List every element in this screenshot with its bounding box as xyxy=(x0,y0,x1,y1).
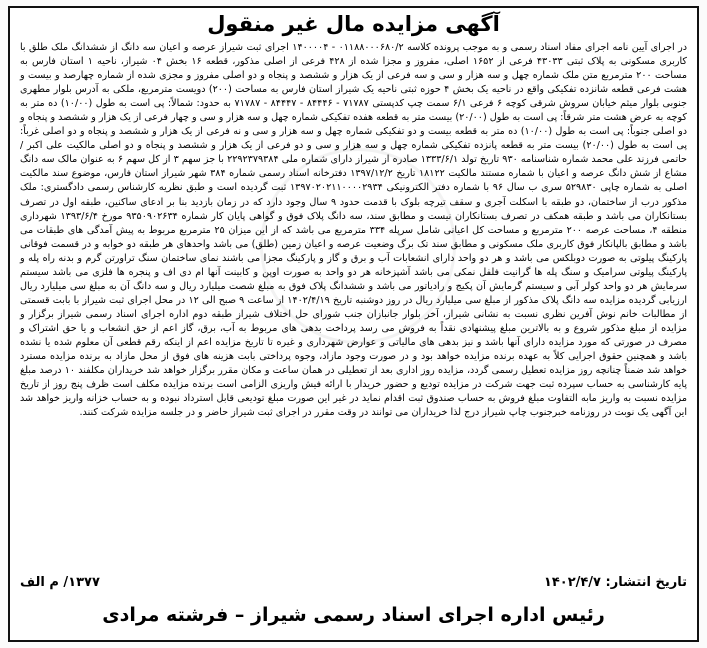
notice-footer xyxy=(20,574,687,592)
notice-border xyxy=(8,6,699,642)
notice-code: ۱۳۷۷/ م الف xyxy=(20,575,100,590)
publish-date: تاریخ انتشار: ۱۴۰۲/۴/۷ xyxy=(543,575,687,590)
notice-body: در اجرای آیین نامه اجرای مفاد اسناد رسمی و به موجب پرونده کلاسه ۰۱۱۸۸۰۰۰۶۸۰/۲ - ۱۴۰۰۰۰۴ اجرای ثبت شیراز عرصه و اعیان سه دانگ از ششدانگ ملک طلق با کاربری مسکونی به پلاک ثبتی ۴۳۰۳۳ فرعی از ۱۶۵۲ اصلی، مفروز و مجزا شده از ۴۲۸ فرعی از اصلی مذکور، قطعه ۱۶ بخش ۰۴ شیراز، ناحیه ۱ استان فارس به مساحت ۲۰۰ مترمربع متن ملک شماره چهل و سه هزار و سی و سه فرعی از یک هزار و ششصد و پنجاه و دو اصلی مفروز و مجزی شده از شماره چهارصد و بیست و هشت فرعی قطعه شانزده تفکیکی واقع در ناحیه یک بخش ۴ حوزه ثبتی ناحیه یک شیراز استان فارس به مساحت (۲۰۰) دویست مترمربع، ملکی به آدرس بلوار مطهری جنوبی بلوار میثم خیابان سروش شرقی کوچه ۶ فرعی ۶/۱ سمت چپ کدپستی ۷۱۷۸۷ - ۸۴۴۴۶ - ۸۴۴۴۷ - ۷۱۷۸۷ به حدود: شمالاً: پی است به طول (۱۰/۰۰) ده متر به کوچه به عرض هشت متر شرقاً: پی است به طول (۲۰/۰۰) بیست متر به قطعه هفده تفکیکی شماره چهل و سه هزار و سی و چهار فرعی از یک هزار و ششصد و پنجاه و دو اصلی جنوباً: پی است به طول (۱۰/۰۰) ده متر به قطعه بیست و دو تفکیکی شماره چهل و سه هزار و سی و نه فرعی از یک هزار و ششصد و پنجاه و دو اصلی غرباً: پی است به طول (۲۰/۰۰) بیست متر به قطعه پانزده تفکیکی شماره چهل و سه هزار و سی و دو فرعی از یک هزار و ششصد و پنجاه و دو اصلی مالکیت علی اکبر / حاتمی فرزند علی محمد شماره شناسنامه ۹۳۰ تاریخ تولد ۱۳۳۳/۶/۱ صادره از شیراز دارای شماره ملی ۲۲۹۲۳۷۹۳۸۴ با جز سهم ۳ از کل سهم ۶ به عنوان مالک سه دانگ مشاع از شش دانگ عرصه و اعیان با شماره مستند مالکیت ۱۸۱۲۲ تاریخ ۱۳۹۷/۱۲/۲ دفترخانه اسناد رسمی شماره ۳۸۴ شهر شیراز استان فارس، موضوع سند مالکیت اصلی به شماره چاپی ۵۲۹۸۳۰ سری ب سال ۹۶ با شماره دفتر الکترونیکی ۱۳۹۷۰۲۰۲۱۱۰۰۰۰۲۹۳۴ ثبت گردیده است و طبق نظریه کارشناس رسمی دادگستری: ملک مذکور درب از ساختمان، دو طبقه با اسکلت آجری و سقف تیرچه بلوک با قدمت حدود ۹ سال وجود دارد که در زمان بازدید بنا بر ادعای ساکنین، طبقه اول در تصرف بستانکاران می باشد و طبقه همکف در تصرف بستانکاران نیست و مطابق سند، سه دانگ پلاک فوق و گواهی پایان کار شماره ۹۳۵۰۹۰۲۶۳۴ مورخ ۱۳۹۳/۶/۴ شهرداری منطقه ۴، مساحت عرصه ۲۰۰ مترمربع و مساحت کل اعیانی شامل سرپله ۳۳۴ مترمربع می باشد که از این میزان ۲۵ مترمربع مربوط به پیش آمدگی های طبقات می باشد و مطابق بالپانکار فوق کاربری ملک مسکونی و مطابق سند تک برگ وضعیت عرصه و اعیان زمین (طلق) می باشد واحدهای هر طبقه دو خوابه و در قسمت فوقانی پارکینگ پیلوتی به صورت دوبلکس می باشد و هر دو واحد دارای انشعابات آب و برق و گاز و پارکینگ مجزا می باشند نمای ساختمان سنگ تراورتن گرم و بدنه راه پله و پارکینگ پیلوتی سرامیک و سنگ پله ها گرانیت فلفل نمکی می باشد آشپزخانه هر دو واحد به صورت اوپن و کابینت آنها ام دی اف و پنجره ها فلزی می باشد سیستم سرمایش هر دو واحد کولر آبی و سیستم گرمایش آن پکیج و رادیاتور می باشد و ششدانگ پلاک فوق به مبلغ شصت میلیارد ریال و سه دانگ آن به مبلغ سی میلیارد ریال ارزیابی گردیده مزایده سه دانگ پلاک مذکور از مبلغ سی میلیارد ریال در روز دوشنبه تاریخ ۱۴۰۲/۴/۱۹ از ساعت ۹ صبح الی ۱۲ در محل اجرای ثبت شیراز با بابت قسمتی از مطالبات خانم نوش آفرین نظری نسبت به نشانی شیراز، آخر بلوار جانبازان جنب شورای حل اختلاف شیراز طبقه دوم اداره اجرای اسناد رسمی شیراز برگزار و مزایده از مبلغ مذکور شروع و به بالاترین مبلغ پیشنهادی نقداً به فروش می رسد پرداخت بدهی های مربوط به آب، برق، گاز اعم از حق انشعاب و یا حق اشتراک و مصرف در صورتی که مورد مزایده دارای آنها باشد و نیز بدهی های مالیاتی و عوارض شهرداری و غیره تا تاریخ مزایده اعم از اینکه رقم قطعی آن معلوم شده یا نشده باشد و همچنین حقوق اجرایی کلاً به عهده برنده مزایده خواهد بود و در صورت وجود مازاد، وجوه پرداختی بابت هزینه های فوق از محل مازاد به برنده مزایده مسترد خواهد شد ضمناً چنانچه روز مزایده تعطیل رسمی گردد، مزایده روز اداری بعد از تعطیلی در همان ساعت و مکان مقرر برگزار خواهد شد خریداران مکلفند ۱۰ درصد مبلغ پایه کارشناسی به حساب سپرده ثبت جهت شرکت در مزایده تودیع و حضور خریدار با ارائه فیش واریزی الزامی است برنده مزایده مکلف است ظرف پنج روز از تاریخ مزایده نسبت به واریز مابه التفاوت مبلغ فروش به حساب صندوق ثبت اقدام نماید در غیر این صورت مبلغ تودیعی قابل استرداد نبوده و به حساب خزانه واریز خواهد شد این آگهی یک نوبت در روزنامه خبرجنوب چاپ شیراز درج لذا خریداران می توانند در وقت مقرر در اجرای ثبت شیراز حاضر و در جلسه مزایده شرکت کنند. xyxy=(20,42,688,419)
signature-line: رئیس اداره اجرای اسناد رسمی شیراز – فرشته مرادی xyxy=(102,604,605,626)
notice-title: آگهی مزایده مال غیر منقول xyxy=(207,12,500,36)
